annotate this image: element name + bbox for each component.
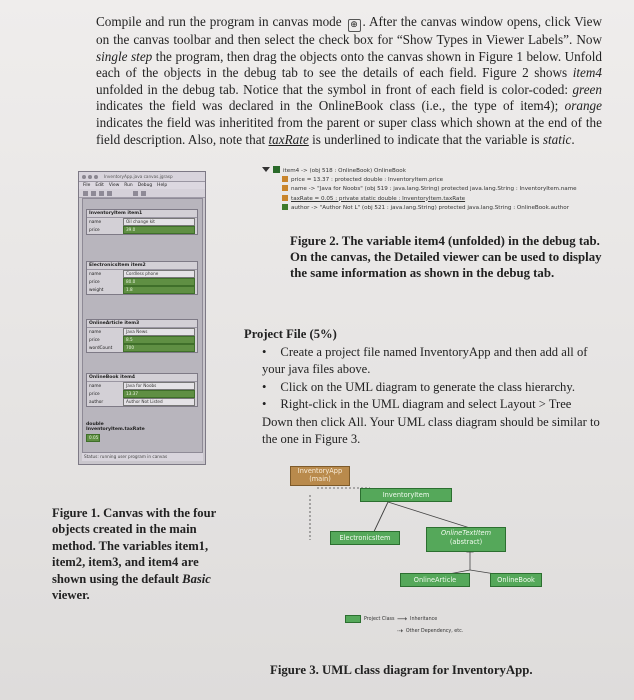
- field-value: Oil change kit: [123, 218, 195, 226]
- menu-debug[interactable]: Debug: [137, 183, 153, 188]
- viewer-field: [87, 328, 197, 336]
- bullet-item: • Right-click in the UML diagram and select Layout > Tree Down then click All. Your UML class diagram should be similar to the one in Figure 3.: [244, 396, 604, 449]
- debug-field-label: taxRate = 0.05 : private static double : InventoryItem.taxRate: [291, 195, 466, 202]
- intro-orange: orange: [564, 98, 602, 114]
- uml-box-onlinebook[interactable]: [490, 573, 542, 587]
- field-value: 0.05: [86, 434, 100, 442]
- inheritance-arrow-icon: ⟶: [397, 615, 408, 623]
- field-value: 1.8: [123, 286, 195, 294]
- field-name: price: [89, 391, 100, 397]
- uml-box-inventoryitem[interactable]: [360, 488, 452, 502]
- viewer-item4[interactable]: [86, 373, 198, 407]
- intro-item4: item4: [572, 65, 602, 81]
- bullet-item: • Click on the UML diagram to generate the class hierarchy.: [244, 379, 604, 397]
- field-value: 13.37: [123, 390, 195, 398]
- field-value: 700: [123, 344, 195, 352]
- field-value: 80.0: [123, 278, 195, 286]
- viewer-title: InventoryItem item1: [87, 210, 197, 218]
- uml-box-label: InventoryItem: [382, 491, 430, 499]
- viewer-field: [87, 398, 197, 406]
- step-icon[interactable]: [107, 191, 112, 196]
- debug-tree: [262, 166, 622, 214]
- debug-field-label: price = 13.37 : protected double : InventoryItem.price: [291, 176, 444, 183]
- figure1-caption-a: Figure 1. Canvas with the four objects created in the main method. The variables item1, item2, item3, and item4 are shown using the default: [52, 506, 216, 586]
- uml-box-label: OnlineArticle: [413, 576, 457, 584]
- canvas-status-bar: Status: running user program in canvas: [82, 453, 203, 461]
- viewer-title: OnlineBook item4: [87, 374, 197, 382]
- figure2-caption: Figure 2. The variable item4 (unfolded) in the debug tab. On the canvas, the Detailed viewer can be used to display the same information as shown in the debug tab.: [290, 234, 602, 280]
- figure1-caption-b: viewer.: [52, 588, 90, 603]
- viewer-field: [87, 382, 197, 390]
- inherited-field-icon: [282, 185, 288, 191]
- intro-text-2: . After the canvas window opens, click View on the canvas toolbar and then select the check box for “Show Types in Viewer Labels”. Now: [96, 14, 603, 47]
- debug-field-label: name -> "Java for Noobs" (obj 519 : java.lang.String) protected java.lang.String : InventoryItem.name: [291, 186, 577, 192]
- field-name: price: [89, 337, 100, 343]
- canvas-menubar: [79, 182, 205, 189]
- viewer-field: [87, 270, 197, 278]
- field-name: price: [89, 227, 100, 233]
- field-value: 8.5: [123, 336, 195, 344]
- project-file-section: [244, 326, 604, 449]
- field-value: Author Not Listed: [123, 398, 195, 406]
- intro-single-step: single step: [96, 48, 153, 64]
- intro-text-8: .: [571, 131, 575, 147]
- figure1-caption: [52, 505, 232, 603]
- object-icon: [273, 166, 280, 173]
- canvas-window-titlebar[interactable]: [79, 172, 205, 182]
- canvas-window: [78, 171, 206, 465]
- menu-view[interactable]: View: [108, 183, 120, 188]
- viewer-title: double InventoryItem.taxRate: [86, 422, 145, 432]
- project-file-heading: Project File (5%): [244, 327, 337, 341]
- legend-inheritance: Inheritance: [410, 616, 438, 622]
- uml-box-onlinetextitem[interactable]: [426, 527, 506, 552]
- viewer-item1[interactable]: [86, 209, 198, 235]
- field-value: 39.0: [123, 226, 195, 234]
- minimize-window-icon[interactable]: [88, 175, 92, 179]
- uml-box-label: OnlineTextItem: [440, 529, 492, 537]
- debug-root-label: item4 -> (obj 518 : OnlineBook) OnlineBook: [283, 168, 406, 174]
- project-class-legend-icon: [345, 615, 361, 623]
- uml-box-label: OnlineBook: [497, 576, 535, 584]
- dependency-arrow-icon: ⇢: [397, 627, 403, 635]
- canvas-window-title: InventoryApp.java canvas.jgrasp: [104, 174, 173, 179]
- inherited-field-icon: [282, 195, 288, 201]
- inherited-field-icon: [282, 176, 288, 182]
- open-icon[interactable]: [91, 191, 96, 196]
- uml-box-label: InventoryApp: [297, 467, 343, 475]
- viewer-field: [87, 286, 197, 294]
- menu-help[interactable]: Help: [157, 183, 168, 188]
- intro-text-5: indicates the field was declared in the OnlineBook class (i.e., the type of item4);: [96, 98, 565, 114]
- intro-text-1: Compile and run the program in canvas mode: [96, 14, 342, 29]
- legend-project-class: Project Class: [364, 616, 395, 622]
- intro-text-4: unfolded in the debug tab. Notice that the symbol in front of each field is color-coded:: [96, 81, 573, 97]
- menu-run[interactable]: Run: [124, 183, 133, 188]
- intro-text-7: is underlined to indicate that the variable is: [308, 131, 543, 147]
- viewer-field: [87, 218, 197, 226]
- field-name: name: [89, 219, 102, 225]
- step-in-icon[interactable]: [141, 191, 146, 196]
- viewer-field: [87, 226, 197, 234]
- viewer-item2[interactable]: [86, 261, 198, 295]
- viewer-taxrate[interactable]: [86, 421, 146, 442]
- close-window-icon[interactable]: [82, 175, 86, 179]
- uml-box-sublabel: (abstract): [449, 538, 483, 546]
- field-value: Java News: [123, 328, 195, 336]
- uml-legend: [345, 614, 505, 644]
- field-name: weight: [89, 287, 104, 293]
- intro-paragraph: [96, 14, 602, 148]
- uml-box-label: ElectronicsItem: [339, 534, 391, 542]
- uml-box-sublabel: (main): [309, 475, 331, 483]
- viewer-field: [87, 344, 197, 352]
- legend-other-dependency: Other Dependency, etc.: [405, 628, 464, 634]
- figure1-caption-basic: Basic: [182, 571, 211, 586]
- canvas-toolbar: [79, 189, 205, 198]
- debug-field-label: author -> "Author Not L" (obj 521 : java.lang.String) protected java.lang.String : OnlineBook.author: [291, 205, 570, 211]
- field-name: wordCount: [89, 345, 113, 351]
- play-icon[interactable]: [133, 191, 138, 196]
- viewer-title: OnlineArticle item3: [87, 320, 197, 328]
- uml-box-inventoryapp[interactable]: [290, 466, 350, 486]
- debug-field-row[interactable]: [262, 204, 622, 214]
- field-name: name: [89, 383, 102, 389]
- intro-green: green: [572, 81, 602, 97]
- field-name: name: [89, 329, 102, 335]
- debug-field-row[interactable]: [262, 195, 622, 205]
- debug-field-row[interactable]: [262, 185, 622, 195]
- field-value: Cordless phone: [123, 270, 195, 278]
- viewer-field: [87, 278, 197, 286]
- zoom-window-icon[interactable]: [94, 175, 98, 179]
- debug-field-row[interactable]: [262, 176, 622, 186]
- viewer-item3[interactable]: [86, 319, 198, 353]
- menu-edit[interactable]: Edit: [95, 183, 104, 188]
- bullet-item: • Create a project file named InventoryApp and then add all of your java files above.: [244, 344, 604, 379]
- field-name: price: [89, 279, 100, 285]
- declared-field-icon: [282, 204, 288, 210]
- field-name: name: [89, 271, 102, 277]
- intro-text-6: indicates the field was inheritited from the parent or super class which shown at the end of the field description. Also, note that: [96, 114, 602, 147]
- viewer-field: [87, 336, 197, 344]
- intro-taxrate: taxRate: [268, 131, 309, 147]
- unfold-triangle-icon[interactable]: [262, 167, 270, 172]
- menu-file[interactable]: File: [83, 183, 91, 188]
- figure3-caption: Figure 3. UML class diagram for InventoryApp.: [270, 663, 533, 677]
- uml-box-electronicsitem[interactable]: [330, 531, 400, 545]
- save-icon[interactable]: [83, 191, 88, 196]
- intro-text-3: the program, then drag the objects onto the canvas shown in Figure 1 below. Unfold each of the objects in the debug tab to see the details of each field. Figure 2 shows: [96, 48, 602, 81]
- viewer-field: [87, 390, 197, 398]
- field-name: author: [89, 399, 104, 405]
- debug-root-row[interactable]: [262, 166, 622, 176]
- intro-static: static: [542, 131, 572, 147]
- field-value: Java for Noobs: [123, 382, 195, 390]
- uml-box-onlinearticle[interactable]: [400, 573, 470, 587]
- canvas-mode-icon: ⊕: [348, 19, 361, 32]
- canvas-area[interactable]: [82, 198, 203, 453]
- viewer-title: ElectronicsItem item2: [87, 262, 197, 270]
- grid-icon[interactable]: [99, 191, 104, 196]
